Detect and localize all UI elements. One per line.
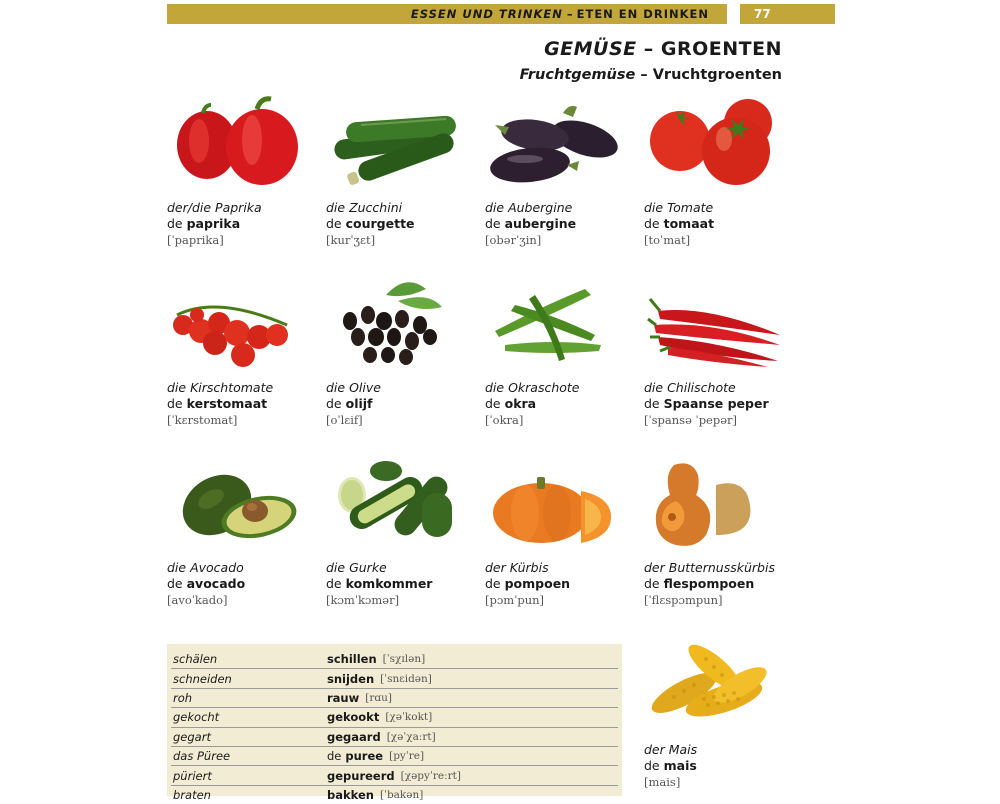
vocab-row [171,650,618,669]
vocab-row [171,728,618,747]
term-nl [644,216,794,232]
term-pronunciation: [oˈlɛif] [326,413,363,427]
term-nl [167,576,317,592]
term-de: die Olive [326,380,381,395]
vocab-pronunciation: [rɑu] [365,691,392,704]
vocab-pronunciation: [pyˈre] [389,750,425,763]
vocab-pronunciation: [ˈbakən] [379,788,424,801]
page-title-separator: – [636,38,661,60]
vocab-pronunciation: [χəpyˈreːrt] [400,769,461,782]
term-nl-word: okra [504,396,537,411]
vocab-nl: schillen [327,652,377,667]
chili-icon [644,275,784,370]
butternut-squash-icon [644,455,784,550]
avocado-icon [167,455,307,550]
term-nl-article: de [644,576,660,591]
term-nl-word: Spaanse peper [663,396,769,411]
vocab-pronunciation: [χəˈχaːrt] [386,730,436,743]
term-nl-word: paprika [186,216,241,231]
term-nl-word: komkommer [345,576,433,591]
vocab-card-zucchini [326,95,476,249]
vocab-card-okraschote [485,275,635,429]
subtitle-separator: – [635,67,653,83]
vocab-card-olive [326,275,476,429]
term-de: der Mais [644,742,698,757]
vocab-de: gegart [173,729,211,744]
page-title-nl: GROENTEN [660,38,782,60]
vocab-pronunciation: [ˈsχɪlən] [382,653,426,666]
term-nl-article: de [485,216,501,231]
vocab-de: das Püree [173,749,231,764]
term-de: die Kirschtomate [167,380,274,395]
olive-icon [326,275,466,370]
term-nl-article: de [644,216,660,231]
vocab-de: roh [173,690,193,705]
vocab-nl [327,749,383,763]
subtitle-de: Fruchtgemüse [519,67,636,83]
bell-pepper-icon [167,95,307,190]
term-pronunciation: [kɔmˈkɔmər] [326,593,400,607]
term-nl-word: pompoen [504,576,571,591]
term-nl-word: avocado [186,576,246,591]
term-de: die Tomate [644,200,714,215]
cucumber-icon [326,455,466,550]
term-nl [326,576,476,592]
vocab-nl: bakken [327,787,374,802]
chapter-title-de: ESSEN UND TRINKEN [410,7,563,21]
vocab-de: schneiden [173,671,232,686]
vocabulary-table [167,644,622,802]
vocab-pronunciation: [ˈsnɛidən] [380,672,432,685]
term-nl-word: aubergine [504,216,577,231]
vocab-de: püriert [173,768,212,783]
vocab-card-kuerbis [485,455,635,609]
term-de: der/die Paprika [167,200,262,215]
zucchini-icon [326,95,466,190]
page-title-de: GEMÜSE [544,38,637,60]
term-de: die Aubergine [485,200,573,215]
subtitle-nl: Vruchtgroenten [652,67,782,83]
term-nl [167,216,317,232]
vocab-de: gekocht [173,710,220,725]
vocab-card-avocado [167,455,317,609]
vocab-row [171,689,618,708]
vocab-row [171,786,618,804]
term-pronunciation: [toˈmat] [644,233,691,247]
vocab-card-mais [644,637,794,791]
section-subtitle [520,67,782,83]
term-pronunciation: [pɔmˈpun] [485,593,545,607]
term-de: die Okraschote [485,380,580,395]
vocab-card-aubergine [485,95,635,249]
chapter-header-bar [167,4,727,24]
vocab-nl-word: puree [345,749,384,764]
term-de: der Kürbis [485,560,549,575]
term-de: der Butternusskürbis [644,560,775,575]
term-pronunciation: [avoˈkado] [167,593,228,607]
tomato-icon [644,95,784,190]
term-pronunciation: [ˈkɛrstomat] [167,413,238,427]
vocab-nl: rauw [327,690,360,705]
term-de: die Zucchini [326,200,403,215]
vocab-row [171,766,618,785]
term-pronunciation: [kurˈʒɛt] [326,233,376,247]
page-title [544,38,782,60]
term-nl-article: de [167,576,183,591]
term-nl [644,758,794,774]
term-nl-article: de [326,216,342,231]
vocab-row [171,669,618,688]
term-nl-article: de [326,576,342,591]
term-nl [644,396,794,412]
term-pronunciation: [mais] [644,775,681,789]
vocab-pronunciation: [χəˈkokt] [385,711,433,724]
term-de: die Avocado [167,560,244,575]
term-nl [644,576,794,592]
vocab-de: schälen [173,652,218,667]
chapter-title-separator: – [566,7,573,21]
term-pronunciation: [obərˈʒin] [485,233,542,247]
term-de: die Chilischote [644,380,736,395]
vocab-card-kirschtomate [167,275,317,429]
vocab-nl-article: de [327,749,342,764]
term-nl-word: kerstomaat [186,396,268,411]
term-nl-article: de [167,396,183,411]
page-number: 77 [740,4,835,24]
term-nl [167,396,317,412]
term-nl-word: mais [663,758,697,773]
vocab-nl: gegaard [327,729,381,744]
term-nl-word: flespompoen [663,576,755,591]
vocab-card-paprika [167,95,317,249]
term-nl [326,396,476,412]
term-pronunciation: [ˈpaprika] [167,233,224,247]
vocab-nl: snijden [327,671,375,686]
term-pronunciation: [ˈspansə ˈpepər] [644,413,738,427]
term-nl-article: de [485,576,501,591]
vocab-nl: gekookt [327,710,380,725]
term-nl-word: courgette [345,216,415,231]
vocab-card-butternusskuerbis [644,455,794,609]
vocab-de: braten [173,787,211,802]
vocab-card-chilischote [644,275,794,429]
pumpkin-icon [485,455,625,550]
vocab-card-gurke [326,455,476,609]
term-nl-word: olijf [345,396,373,411]
term-nl-article: de [644,758,660,773]
vocab-nl: gepureerd [327,768,395,783]
term-nl-article: de [167,216,183,231]
chapter-title-nl: ETEN EN DRINKEN [576,7,709,21]
vocab-card-tomate [644,95,794,249]
term-nl [326,216,476,232]
term-nl [485,216,635,232]
term-nl-word: tomaat [663,216,715,231]
cherry-tomato-icon [167,275,307,370]
vocab-row [171,747,618,766]
term-nl-article: de [644,396,660,411]
term-pronunciation: [ˈokra] [485,413,524,427]
term-pronunciation: [ˈflɛspɔmpun] [644,593,723,607]
eggplant-icon [485,95,625,190]
corn-icon [644,637,784,732]
okra-icon [485,275,625,370]
term-nl-article: de [485,396,501,411]
vocab-row [171,708,618,727]
term-de: die Gurke [326,560,387,575]
term-nl [485,396,635,412]
term-nl [485,576,635,592]
term-nl-article: de [326,396,342,411]
